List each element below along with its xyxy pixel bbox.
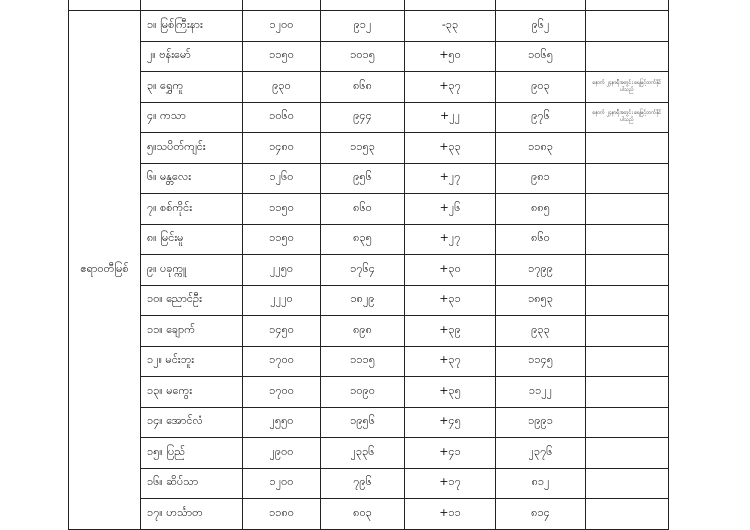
- value-cell: +၃၇: [405, 72, 496, 103]
- station-cell: ၁၅။ ပြည်: [141, 438, 243, 469]
- value-cell: ၁၈၅၃: [496, 285, 586, 316]
- value-cell: ၁၁၈၀: [243, 499, 321, 530]
- value-cell: ၉၆၂: [496, 11, 586, 42]
- note-cell: [586, 41, 669, 72]
- note-cell: [586, 194, 669, 225]
- water-level-table: [68, 0, 669, 530]
- region-top-cell: [69, 0, 141, 11]
- value-cell: ၇၉၆: [321, 468, 405, 499]
- value-cell: ၁၇၉၉: [496, 255, 586, 286]
- value-cell: ၁၀၆၀: [243, 102, 321, 133]
- value-cell: ၁၇၀၀: [243, 346, 321, 377]
- value-cell: ၁၀၉၀: [321, 377, 405, 408]
- station-cell: ၁၆။ ဆိပ်သာ: [141, 468, 243, 499]
- station-cell: ၁။ မြစ်ကြီးနား: [141, 11, 243, 42]
- value-cell: ၁၄၈၀: [243, 133, 321, 164]
- value-cell: +၂၇: [405, 163, 496, 194]
- value-cell: +၃၇: [405, 346, 496, 377]
- note-cell: [586, 407, 669, 438]
- note-cell: [586, 377, 669, 408]
- table-row: [69, 316, 669, 347]
- note-cell: [586, 224, 669, 255]
- region-label-cell: ဧရာဝတီမြစ်: [69, 11, 141, 530]
- value-cell: ၉၀၃: [496, 72, 586, 103]
- value-cell: ၁၈၂၉: [321, 285, 405, 316]
- value-cell: ၈၀၃: [321, 499, 405, 530]
- table-body: [69, 0, 669, 529]
- value-cell: ၂၂၅၀: [243, 255, 321, 286]
- value-cell: +၃၉: [405, 316, 496, 347]
- station-cell: ၁၂။ မင်းဘူး: [141, 346, 243, 377]
- value-cell: ၁၁၂၂: [496, 377, 586, 408]
- note-cell: နောက် ၂၄နာရီအတွင်း ရေမြင့်တက်နိုင်ပါသည်: [586, 72, 669, 103]
- value-cell: ၂၃၃၆: [321, 438, 405, 469]
- value-cell: ၂၅၅၀: [243, 407, 321, 438]
- value-cell: ၁၁၄၅: [496, 346, 586, 377]
- station-cell: ၇။ စစ်ကိုင်း: [141, 194, 243, 225]
- station-cell: ၅။သပိတ်ကျင်း: [141, 133, 243, 164]
- station-cell: ၁၃။ မကွေး: [141, 377, 243, 408]
- value-cell: +၂၂: [405, 102, 496, 133]
- station-cell: ၆။ မန္တလေး: [141, 163, 243, 194]
- station-cell: ၄။ ကသာ: [141, 102, 243, 133]
- note-cell: [586, 163, 669, 194]
- note-cell: [586, 316, 669, 347]
- value-cell: [405, 0, 496, 11]
- table-row: [69, 377, 669, 408]
- value-cell: ၈၆၀: [321, 194, 405, 225]
- value-cell: +၃၁: [405, 285, 496, 316]
- value-cell: ၁၉၅၆: [321, 407, 405, 438]
- table-row: [69, 285, 669, 316]
- value-cell: +၂၇: [405, 224, 496, 255]
- value-cell: +၃၃: [405, 133, 496, 164]
- value-cell: ၁၁၅၀: [243, 41, 321, 72]
- value-cell: +၃၀: [405, 255, 496, 286]
- table-row: [69, 41, 669, 72]
- value-cell: ၉၃၀: [243, 72, 321, 103]
- station-cell: ၂။ ဗန်းမော်: [141, 41, 243, 72]
- value-cell: ၉၅၆: [321, 163, 405, 194]
- note-cell: [586, 346, 669, 377]
- table-row: [69, 133, 669, 164]
- station-cell: [141, 0, 243, 11]
- value-cell: ၁၀၆၅: [496, 41, 586, 72]
- value-cell: [496, 0, 586, 11]
- value-cell: ၂၂၂၀: [243, 285, 321, 316]
- value-cell: ၈၁၄: [496, 499, 586, 530]
- table-row: [69, 438, 669, 469]
- value-cell: ၁၂၀၀: [243, 11, 321, 42]
- value-cell: ၂၃၇၆: [496, 438, 586, 469]
- value-cell: ၁၁၅၃: [321, 133, 405, 164]
- value-cell: ၉၇၆: [496, 102, 586, 133]
- station-cell: ၁၁။ ချောက်: [141, 316, 243, 347]
- value-cell: ၈၆၀: [496, 224, 586, 255]
- station-cell: ၉။ ပခုက္ကူ: [141, 255, 243, 286]
- value-cell: ၈၆၈: [321, 72, 405, 103]
- value-cell: ၉၈၁: [496, 163, 586, 194]
- value-cell: ၁၉၉၁: [496, 407, 586, 438]
- station-cell: ၁၇။ ဟင်္သာတ: [141, 499, 243, 530]
- note-cell: [586, 133, 669, 164]
- table-row: [69, 255, 669, 286]
- table-row: [69, 224, 669, 255]
- value-cell: ၈၃၅: [321, 224, 405, 255]
- table-row: [69, 11, 669, 42]
- value-cell: ၉၁၂: [321, 11, 405, 42]
- station-cell: ၈။ မြင်းမူ: [141, 224, 243, 255]
- station-cell: ၁၀။ ညောင်ဦး: [141, 285, 243, 316]
- station-cell: ၁၄။ အောင်လံ: [141, 407, 243, 438]
- note-cell: [586, 438, 669, 469]
- value-cell: ၁၂၆၀: [243, 163, 321, 194]
- value-cell: [321, 0, 405, 11]
- value-cell: +၄၁: [405, 438, 496, 469]
- station-cell: ၃။ ရွှေကူ: [141, 72, 243, 103]
- note-cell: [586, 0, 669, 11]
- value-cell: ၈၁၂: [496, 468, 586, 499]
- note-cell: [586, 255, 669, 286]
- table-row: [69, 499, 669, 530]
- value-cell: +၅၀: [405, 41, 496, 72]
- table-row: [69, 0, 669, 11]
- note-cell: [586, 285, 669, 316]
- table-row: [69, 346, 669, 377]
- note-cell: [586, 11, 669, 42]
- value-cell: ၉၄၄: [321, 102, 405, 133]
- table-row: [69, 72, 669, 103]
- note-cell: [586, 468, 669, 499]
- value-cell: ၁၇၀၀: [243, 377, 321, 408]
- value-cell: +၂၆: [405, 194, 496, 225]
- table-row: [69, 102, 669, 133]
- table-row: [69, 407, 669, 438]
- table-row: [69, 468, 669, 499]
- value-cell: ၁၂၀၀: [243, 468, 321, 499]
- value-cell: +၄၅: [405, 407, 496, 438]
- value-cell: ၁၁၅၀: [243, 194, 321, 225]
- value-cell: ၁၄၅၀: [243, 316, 321, 347]
- value-cell: ၁၁၁၅: [321, 346, 405, 377]
- value-cell: +၁၁: [405, 499, 496, 530]
- note-cell: နောက် ၂၄နာရီအတွင်း ရေမြင့်တက်နိုင်ပါသည်: [586, 102, 669, 133]
- value-cell: +၃၅: [405, 377, 496, 408]
- value-cell: ၁၁၈၃: [496, 133, 586, 164]
- value-cell: -၃၃: [405, 11, 496, 42]
- note-cell: [586, 499, 669, 530]
- value-cell: ၉၃၃: [496, 316, 586, 347]
- table-row: [69, 163, 669, 194]
- value-cell: ၈၉၈: [321, 316, 405, 347]
- value-cell: ၂၉၀၀: [243, 438, 321, 469]
- value-cell: ၁၀၁၅: [321, 41, 405, 72]
- value-cell: [243, 0, 321, 11]
- value-cell: ၁၁၅၀: [243, 224, 321, 255]
- table-row: [69, 194, 669, 225]
- value-cell: +၁၇: [405, 468, 496, 499]
- value-cell: ၁၇၆၄: [321, 255, 405, 286]
- value-cell: ၈၈၅: [496, 194, 586, 225]
